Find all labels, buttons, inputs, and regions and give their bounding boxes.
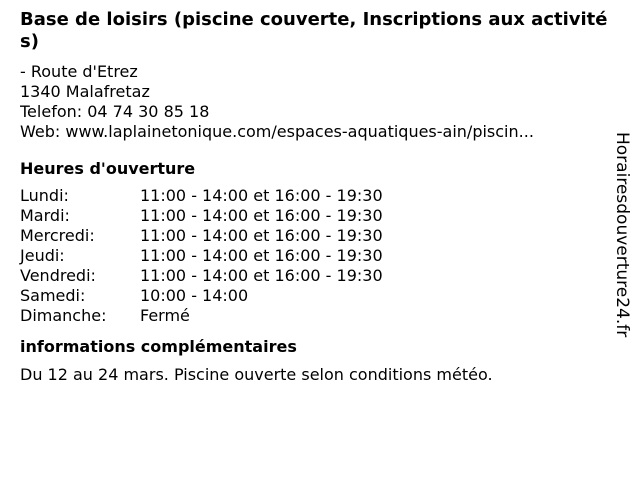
hours-time: 11:00 - 14:00 et 16:00 - 19:30 xyxy=(140,246,383,265)
hours-time: 11:00 - 14:00 et 16:00 - 19:30 xyxy=(140,266,383,285)
hours-time: 11:00 - 14:00 et 16:00 - 19:30 xyxy=(140,206,383,225)
hours-heading: Heures d'ouverture xyxy=(20,159,196,178)
hours-day: Jeudi: xyxy=(20,246,65,265)
hours-row xyxy=(20,286,610,306)
address-block xyxy=(20,62,610,142)
web-label: Web: xyxy=(20,122,61,141)
hours-row xyxy=(20,226,610,246)
phone-label: Telefon: xyxy=(20,102,83,121)
hours-row xyxy=(20,306,610,326)
hours-row xyxy=(20,186,610,206)
hours-day: Vendredi: xyxy=(20,266,96,285)
info-text: Du 12 au 24 mars. Piscine ouverte selon conditions météo. xyxy=(20,365,493,384)
hours-day: Mardi: xyxy=(20,206,70,225)
listing-content xyxy=(20,9,610,385)
hours-table xyxy=(20,186,610,326)
street-line: - Route d'Etrez xyxy=(20,62,138,81)
hours-day: Samedi: xyxy=(20,286,86,305)
hours-row xyxy=(20,246,610,266)
phone-number[interactable]: 04 74 30 85 18 xyxy=(87,102,210,121)
hours-time: 10:00 - 14:00 xyxy=(140,286,249,305)
hours-time: Fermé xyxy=(140,306,190,325)
hours-row xyxy=(20,206,610,226)
city-line: 1340 Malafretaz xyxy=(20,82,150,101)
hours-time: 11:00 - 14:00 et 16:00 - 19:30 xyxy=(140,226,383,245)
hours-day: Mercredi: xyxy=(20,226,95,245)
hours-time: 11:00 - 14:00 et 16:00 - 19:30 xyxy=(140,186,383,205)
web-line xyxy=(20,122,610,142)
page-title: Base de loisirs (piscine couverte, Inscriptions aux activités) xyxy=(20,9,608,52)
brand-watermark: Horairesdouverture24.fr xyxy=(612,132,632,338)
hours-day: Dimanche: xyxy=(20,306,107,325)
web-link[interactable]: www.laplainetonique.com/espaces-aquatiques-ain/piscin... xyxy=(65,122,534,141)
info-heading: informations complémentaires xyxy=(20,337,297,356)
phone-line xyxy=(20,102,610,122)
hours-day: Lundi: xyxy=(20,186,69,205)
hours-row xyxy=(20,266,610,286)
